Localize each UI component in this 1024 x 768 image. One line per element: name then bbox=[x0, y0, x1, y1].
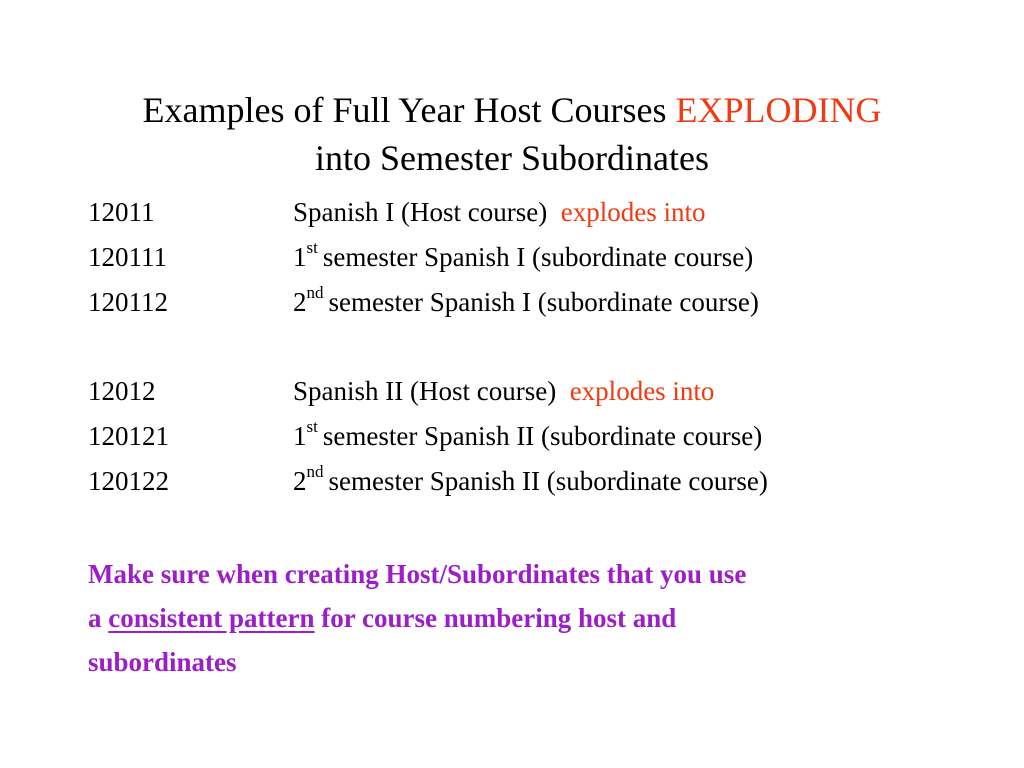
ordinal-number: 2 bbox=[293, 466, 307, 496]
course-description bbox=[293, 280, 759, 325]
course-list bbox=[88, 190, 968, 504]
course-description bbox=[293, 235, 753, 280]
course-code: 12012 bbox=[88, 376, 156, 406]
course-description bbox=[293, 369, 714, 414]
course-code: 120121 bbox=[88, 421, 169, 451]
subordinate-description: semester Spanish I (subordinate course) bbox=[322, 242, 754, 272]
course-code: 120112 bbox=[88, 287, 168, 317]
subordinate-course-row bbox=[88, 414, 968, 459]
course-description bbox=[293, 190, 705, 235]
course-description bbox=[293, 414, 762, 459]
host-course-description: Spanish II (Host course) bbox=[293, 376, 557, 406]
ordinal-number: 2 bbox=[293, 287, 307, 317]
subordinate-description: semester Spanish II (subordinate course) bbox=[322, 421, 763, 451]
note-line2-prefix: a bbox=[88, 603, 109, 633]
course-code: 12011 bbox=[88, 197, 155, 227]
subordinate-course-row bbox=[88, 235, 968, 280]
note-line3: subordinates bbox=[88, 647, 237, 677]
explodes-into-label: explodes into bbox=[569, 376, 715, 406]
subordinate-course-row bbox=[88, 459, 968, 504]
course-code: 120122 bbox=[88, 466, 169, 496]
subordinate-description: semester Spanish I (subordinate course) bbox=[328, 287, 759, 317]
note-line1: Make sure when creating Host/Subordinates that you use bbox=[88, 559, 747, 589]
title-line2-text: into Semester Subordinates bbox=[315, 138, 709, 178]
ordinal-suffix: nd bbox=[306, 462, 324, 481]
host-course-row bbox=[88, 190, 968, 235]
numbering-note bbox=[88, 552, 968, 684]
note-line2-suffix: for course numbering host and bbox=[314, 603, 677, 633]
ordinal-number: 1 bbox=[293, 421, 307, 451]
course-description bbox=[293, 459, 768, 504]
ordinal-suffix: nd bbox=[306, 283, 324, 302]
ordinal-number: 1 bbox=[293, 242, 307, 272]
subordinate-course-row bbox=[88, 280, 968, 325]
host-course-row bbox=[88, 369, 968, 414]
title-highlight: EXPLODING bbox=[675, 90, 882, 130]
ordinal-suffix: st bbox=[306, 417, 318, 436]
note-underlined-phrase: consistent pattern bbox=[108, 603, 315, 633]
ordinal-suffix: st bbox=[306, 238, 318, 257]
subordinate-description: semester Spanish II (subordinate course) bbox=[328, 466, 768, 496]
explodes-into-label: explodes into bbox=[560, 197, 706, 227]
host-course-description: Spanish I (Host course) bbox=[293, 197, 548, 227]
course-code: 120111 bbox=[88, 242, 167, 272]
slide-title bbox=[60, 86, 964, 182]
group-spacer bbox=[88, 325, 968, 369]
title-line1-text: Examples of Full Year Host Courses bbox=[142, 90, 676, 130]
